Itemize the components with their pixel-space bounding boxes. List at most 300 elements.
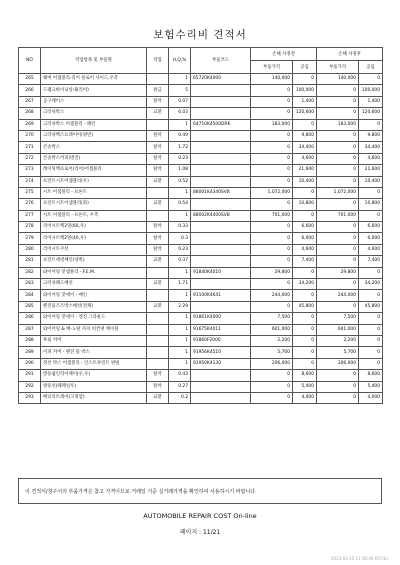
row-labor-before: 0: [293, 313, 317, 324]
row-parts-price-before: 0: [251, 222, 293, 233]
row-labor-after: 120,600: [359, 108, 383, 119]
row-part-code: 91956K4510: [191, 347, 251, 358]
row-hours: 0.54: [169, 199, 191, 210]
row-work: 교환: [147, 392, 169, 403]
row-work: [147, 313, 169, 324]
row-part-code: 91100K4641: [191, 290, 251, 301]
row-parts-price-after: 0: [317, 153, 359, 164]
table-row: [19, 119, 383, 130]
table-row: [19, 130, 383, 141]
row-parts-price-before: 244,000: [251, 290, 293, 301]
row-parts-price-before: 0: [251, 370, 293, 381]
row-item-name: 프런트시트어셈블리(좌): [41, 199, 147, 210]
row-work: 교환: [147, 279, 169, 290]
row-work: [147, 267, 169, 278]
row-work: [147, 324, 169, 335]
row-labor-before: 0: [293, 290, 317, 301]
row-labor-before: 0: [293, 210, 317, 221]
row-hours: 1: [169, 324, 191, 335]
row-no: 265: [19, 74, 41, 85]
row-labor-before: 0: [293, 335, 317, 346]
row-no: 286: [19, 313, 41, 324]
row-item-name: 크러쉬박스: [41, 108, 147, 119]
row-parts-price-before: 0: [251, 279, 293, 290]
row-part-code: [191, 96, 251, 107]
table-row: [19, 335, 383, 346]
row-labor-after: 0: [359, 313, 383, 324]
table-row: [19, 244, 383, 255]
row-no: 290: [19, 358, 41, 369]
table-row: [19, 142, 383, 153]
row-item-name: 콘솔박스어퍼(방진): [41, 153, 147, 164]
row-part-code: [191, 85, 251, 96]
row-no: 289: [19, 347, 41, 358]
estimate-table: [18, 47, 383, 404]
header-after-adjust: 손해 사정후: [317, 48, 383, 61]
row-item-name: 리어시트쿠션: [41, 244, 147, 255]
row-part-code: 91840K4010: [191, 267, 251, 278]
row-work: 탈착: [147, 244, 169, 255]
row-parts-price-after: 0: [317, 142, 359, 153]
table-row: [19, 153, 383, 164]
row-labor-after: 7,400: [359, 256, 383, 267]
table-row: [19, 370, 383, 381]
row-labor-after: 0: [359, 290, 383, 301]
row-work: [147, 187, 169, 198]
row-labor-before: 4,000: [293, 392, 317, 403]
row-part-code: 91861K4000: [191, 313, 251, 324]
row-part-code: [191, 279, 251, 290]
row-parts-price-before: 0: [251, 165, 293, 176]
row-no: 284: [19, 290, 41, 301]
row-item-name: 프런트세낼체인(양쪽): [41, 256, 147, 267]
row-parts-price-before: 0: [251, 381, 293, 392]
table-row: [19, 392, 383, 403]
table-row: [19, 74, 383, 85]
row-parts-price-before: 140,000: [251, 74, 293, 85]
row-item-name: 이퍼 커버 - 랜진 룸 박스: [41, 347, 147, 358]
row-labor-after: 4,000: [359, 392, 383, 403]
row-labor-before: 10,800: [293, 199, 317, 210]
table-row: [19, 358, 383, 369]
row-part-code: 91675K4011: [191, 324, 251, 335]
row-no: 267: [19, 96, 41, 107]
row-parts-price-before: 0: [251, 244, 293, 255]
row-labor-before: 0: [293, 324, 317, 335]
row-item-name: 시트 어셈블리 - 프론트, 우측: [41, 210, 147, 221]
row-parts-price-after: 701,000: [317, 210, 359, 221]
row-labor-before: 1,400: [293, 96, 317, 107]
row-item-name: 와이어링 맛셈블리 - F.E.M.: [41, 267, 147, 278]
row-work: 탈착: [147, 233, 169, 244]
row-labor-after: 10,800: [359, 199, 383, 210]
row-labor-after: 8,600: [359, 370, 383, 381]
row-parts-price-after: 29,800: [317, 267, 359, 278]
row-labor-before: 6,600: [293, 222, 317, 233]
row-labor-after: 0: [359, 324, 383, 335]
table-row: [19, 222, 383, 233]
row-part-code: 88002K4400SVB: [191, 210, 251, 221]
row-no: 281: [19, 256, 41, 267]
row-labor-after: 34,200: [359, 279, 383, 290]
row-item-name: 후퇴 커버: [41, 335, 147, 346]
row-labor-before: 8,600: [293, 370, 317, 381]
table-row: [19, 279, 383, 290]
row-labor-before: 7,400: [293, 256, 317, 267]
row-work: [147, 210, 169, 221]
table-row: [19, 199, 383, 210]
row-parts-price-before: 1,072,000: [251, 187, 293, 198]
row-parts-price-after: 0: [317, 222, 359, 233]
row-labor-after: 0: [359, 119, 383, 130]
row-no: 273: [19, 165, 41, 176]
page-number: 페이지 : 11/21: [179, 529, 221, 536]
row-item-name: 와이어링 맛세이 - 엔진 그라운드: [41, 313, 147, 324]
row-parts-price-before: 0: [251, 130, 293, 141]
row-labor-before: 0: [293, 347, 317, 358]
row-work: [147, 358, 169, 369]
row-parts-price-after: 1,072,000: [317, 187, 359, 198]
row-labor-after: 9,800: [359, 130, 383, 141]
row-labor-before: 0: [293, 267, 317, 278]
row-part-code: [191, 165, 251, 176]
row-hours: 1: [169, 290, 191, 301]
table-row: [19, 165, 383, 176]
row-labor-after: 4,600: [359, 244, 383, 255]
row-part-code: [191, 381, 251, 392]
row-hours: 0.49: [169, 130, 191, 141]
row-labor-before: 4,600: [293, 244, 317, 255]
row-work: 탈착: [147, 370, 169, 381]
row-no: 293: [19, 392, 41, 403]
document-title: 보험수리비 견적서: [153, 29, 247, 41]
row-item-name: 크러쉬패드배선: [41, 279, 147, 290]
row-work: 탈착: [147, 96, 169, 107]
row-parts-price-before: 0: [251, 199, 293, 210]
row-parts-price-after: 206,000: [317, 358, 359, 369]
row-no: 271: [19, 142, 41, 153]
row-work: 교환: [147, 108, 169, 119]
row-work: [147, 347, 169, 358]
table-row: [19, 313, 383, 324]
row-labor-before: 45,800: [293, 301, 317, 312]
row-no: 274: [19, 176, 41, 187]
table-row: [19, 290, 383, 301]
row-hours: 1: [169, 74, 191, 85]
row-work: 교환: [147, 199, 169, 210]
row-labor-after: 0: [359, 347, 383, 358]
row-hours: 0.33: [169, 222, 191, 233]
row-parts-price-after: 244,000: [317, 290, 359, 301]
row-parts-price-after: 0: [317, 381, 359, 392]
header-no: NO: [19, 48, 41, 74]
row-item-name: 크러쉬백스프레이어(양면): [41, 130, 147, 141]
row-hours: 1.08: [169, 165, 191, 176]
row-hours: 0.2: [169, 392, 191, 403]
row-parts-price-before: 0: [251, 85, 293, 96]
row-parts-price-before: 0: [251, 176, 293, 187]
row-labor-after: 5,400: [359, 381, 383, 392]
row-item-name: 리어시트백2열(60,우): [41, 222, 147, 233]
row-hours: 0.43: [169, 370, 191, 381]
row-hours: 1: [169, 347, 191, 358]
row-hours: 1: [169, 210, 191, 221]
row-item-name: 리어시트백2열(40,우): [41, 233, 147, 244]
header-partcode: 부품코드: [191, 48, 251, 74]
row-labor-before: 21,600: [293, 165, 317, 176]
row-work: [147, 119, 169, 130]
row-hours: 0.52: [169, 176, 191, 187]
row-item-name: 웨버 어셈블리-리어 플로어 사이드,우측: [41, 74, 147, 85]
row-no: 279: [19, 233, 41, 244]
row-parts-price-before: 0: [251, 142, 293, 153]
row-no: 275: [19, 187, 41, 198]
row-labor-before: 100,000: [293, 85, 317, 96]
row-part-code: [191, 233, 251, 244]
row-parts-price-before: 0: [251, 256, 293, 267]
row-hours: 6.03: [169, 108, 191, 119]
row-parts-price-before: 701,000: [251, 210, 293, 221]
row-parts-price-before: 5,700: [251, 347, 293, 358]
row-item-name: 와이어링 맛세이 - 메인: [41, 290, 147, 301]
header-labor-b: 공임: [359, 61, 383, 74]
header-item: 작업항목 및 부품명: [41, 48, 147, 74]
row-labor-before: 0: [293, 119, 317, 130]
row-part-code: [191, 222, 251, 233]
row-labor-after: 4,600: [359, 153, 383, 164]
row-work: 교환: [147, 176, 169, 187]
row-parts-price-before: 0: [251, 392, 293, 403]
row-labor-after: 10,400: [359, 176, 383, 187]
table-row: [19, 301, 383, 312]
row-work: 탈착: [147, 130, 169, 141]
row-parts-price-after: 0: [317, 370, 359, 381]
row-parts-price-after: 0: [317, 279, 359, 290]
row-hours: 1.72: [169, 142, 191, 153]
row-parts-price-before: 0: [251, 96, 293, 107]
row-labor-after: 0: [359, 267, 383, 278]
row-item-name: 드램크바이닝실내(리어): [41, 85, 147, 96]
row-parts-price-before: 0: [251, 108, 293, 119]
row-labor-before: 120,600: [293, 108, 317, 119]
row-parts-price-after: 0: [317, 392, 359, 403]
row-item-name: 와이어링 & 배-노탈 자치 비컨넷 케이블: [41, 324, 147, 335]
row-hours: 0.07: [169, 96, 191, 107]
header-parts-price-a: 부품가격: [251, 61, 293, 74]
row-labor-after: 100,000: [359, 85, 383, 96]
row-hours: 0.23: [169, 244, 191, 255]
header-labor-a: 공임: [293, 61, 317, 74]
row-labor-after: 0: [359, 335, 383, 346]
row-parts-price-before: 601,000: [251, 324, 293, 335]
row-part-code: [191, 256, 251, 267]
row-parts-price-before: 0: [251, 153, 293, 164]
row-part-code: [191, 153, 251, 164]
row-hours: 1: [169, 335, 191, 346]
table-row: [19, 347, 383, 358]
row-labor-after: 6,600: [359, 222, 383, 233]
row-hours: 0.23: [169, 153, 191, 164]
table-row: [19, 187, 383, 198]
row-part-code: 91860F2000: [191, 335, 251, 346]
row-labor-after: 0: [359, 210, 383, 221]
row-work: 교환: [147, 256, 169, 267]
price-notice: 이 견적서/청구서의 부품가격은 참고 가격이므로 거래일 기준 실거래가격을 확인하여 사용하시기 바랍니다.: [18, 478, 382, 504]
table-row: [19, 324, 383, 335]
footer-brand: AUTOMOBILE REPAIR COST On-line: [143, 512, 257, 520]
row-item-name: 펜진품즈즈박스배선(전체): [41, 301, 147, 312]
row-part-code: 65720K4000: [191, 74, 251, 85]
row-labor-before: 9,800: [293, 130, 317, 141]
row-work: 탈착: [147, 165, 169, 176]
row-parts-price-before: 206,000: [251, 358, 293, 369]
row-part-code: [191, 392, 251, 403]
row-parts-price-after: 0: [317, 176, 359, 187]
row-part-code: [191, 199, 251, 210]
row-parts-price-after: 0: [317, 301, 359, 312]
row-work: [147, 335, 169, 346]
row-no: 266: [19, 85, 41, 96]
row-parts-price-before: 183,000: [251, 119, 293, 130]
row-parts-price-after: 0: [317, 108, 359, 119]
row-parts-price-after: 0: [317, 244, 359, 255]
row-labor-after: 1,400: [359, 96, 383, 107]
header-hours: H,Q,%: [169, 48, 191, 74]
print-timestamp: 2023-03-15 11:36:46 KST(E): [330, 556, 388, 561]
header-parts-price-b: 부품가격: [317, 61, 359, 74]
row-part-code: [191, 370, 251, 381]
row-part-code: [191, 108, 251, 119]
row-work: 판금: [147, 85, 169, 96]
row-parts-price-after: 0: [317, 96, 359, 107]
row-part-code: [191, 142, 251, 153]
row-no: 288: [19, 335, 41, 346]
row-part-code: [191, 301, 251, 312]
row-labor-before: 0: [293, 358, 317, 369]
row-labor-before: 10,400: [293, 176, 317, 187]
row-part-code: [191, 244, 251, 255]
row-no: 283: [19, 279, 41, 290]
row-labor-after: 6,000: [359, 233, 383, 244]
row-labor-before: 4,600: [293, 153, 317, 164]
row-parts-price-after: 0: [317, 130, 359, 141]
row-item-name: 방풍선(웨페널우): [41, 381, 147, 392]
row-parts-price-after: 601,000: [317, 324, 359, 335]
row-labor-after: 0: [359, 187, 383, 198]
row-parts-price-after: 5,700: [317, 347, 359, 358]
row-parts-price-after: 0: [317, 199, 359, 210]
row-parts-price-after: 140,000: [317, 74, 359, 85]
row-hours: 1: [169, 358, 191, 369]
row-parts-price-after: 7,500: [317, 313, 359, 324]
row-no: 272: [19, 153, 41, 164]
row-labor-after: 21,600: [359, 165, 383, 176]
row-no: 268: [19, 108, 41, 119]
row-part-code: [191, 176, 251, 187]
row-labor-before: 6,000: [293, 233, 317, 244]
row-item-name: 방풍쉽인리어체이(우,우): [41, 370, 147, 381]
row-item-name: 공구케이스: [41, 96, 147, 107]
row-parts-price-after: 183,000: [317, 119, 359, 130]
row-labor-after: 34,400: [359, 142, 383, 153]
table-row: [19, 210, 383, 221]
row-no: 282: [19, 267, 41, 278]
table-row: [19, 267, 383, 278]
row-work: [147, 290, 169, 301]
row-labor-before: 34,200: [293, 279, 317, 290]
header-before-adjust: 손해 사정전: [251, 48, 317, 61]
row-item-name: 프런트시트어셈블리(우): [41, 176, 147, 187]
row-parts-price-before: 0: [251, 301, 293, 312]
row-labor-before: 0: [293, 187, 317, 198]
row-work: [147, 74, 169, 85]
row-item-name: 콘솔박스: [41, 142, 147, 153]
row-hours: 1: [169, 119, 191, 130]
row-work: 탈착: [147, 142, 169, 153]
row-labor-after: 0: [359, 74, 383, 85]
row-parts-price-before: 7,500: [251, 313, 293, 324]
table-row: [19, 256, 383, 267]
table-row: [19, 233, 383, 244]
row-hours: 0.3: [169, 233, 191, 244]
row-item-name: 크러쉬박스 어셈블리 - 패런: [41, 119, 147, 130]
table-row: [19, 381, 383, 392]
row-parts-price-before: 0: [251, 233, 293, 244]
row-hours: 1: [169, 267, 191, 278]
row-no: 292: [19, 381, 41, 392]
row-hours: 1: [169, 313, 191, 324]
row-hours: 1.71: [169, 279, 191, 290]
row-hours: 5: [169, 85, 191, 96]
table-row: [19, 85, 383, 96]
row-labor-before: 34,400: [293, 142, 317, 153]
row-parts-price-after: 0: [317, 165, 359, 176]
row-item-name: 배터리트레이(고정암): [41, 392, 147, 403]
row-labor-after: 45,800: [359, 301, 383, 312]
row-no: 276: [19, 199, 41, 210]
table-row: [19, 108, 383, 119]
row-hours: 0.37: [169, 256, 191, 267]
row-no: 280: [19, 244, 41, 255]
row-work: 탈착: [147, 153, 169, 164]
row-work: 교환: [147, 301, 169, 312]
row-labor-before: 0: [293, 74, 317, 85]
row-no: 277: [19, 210, 41, 221]
row-item-name: 정션 박스 어셈블리 - 인스트루먼트 판넬: [41, 358, 147, 369]
row-part-code: 64710K4500DRK: [191, 119, 251, 130]
row-no: 278: [19, 222, 41, 233]
row-hours: 2.29: [169, 301, 191, 312]
row-labor-after: 0: [359, 358, 383, 369]
header-work: 작업: [147, 48, 169, 74]
row-no: 291: [19, 370, 41, 381]
row-part-code: 88001K4340SVB: [191, 187, 251, 198]
row-parts-price-after: 0: [317, 233, 359, 244]
row-parts-price-after: 0: [317, 256, 359, 267]
row-work: 탈착: [147, 222, 169, 233]
row-part-code: 91950K4130: [191, 358, 251, 369]
row-parts-price-before: 29,800: [251, 267, 293, 278]
row-hours: 0.27: [169, 381, 191, 392]
row-no: 270: [19, 130, 41, 141]
row-no: 285: [19, 301, 41, 312]
row-parts-price-after: 0: [317, 85, 359, 96]
row-no: 269: [19, 119, 41, 130]
row-item-name: 레이팅백프로어(리어)어셈블리: [41, 165, 147, 176]
row-item-name: 시트 어셈블리 - 프론트: [41, 187, 147, 198]
row-part-code: [191, 130, 251, 141]
row-hours: 1: [169, 187, 191, 198]
